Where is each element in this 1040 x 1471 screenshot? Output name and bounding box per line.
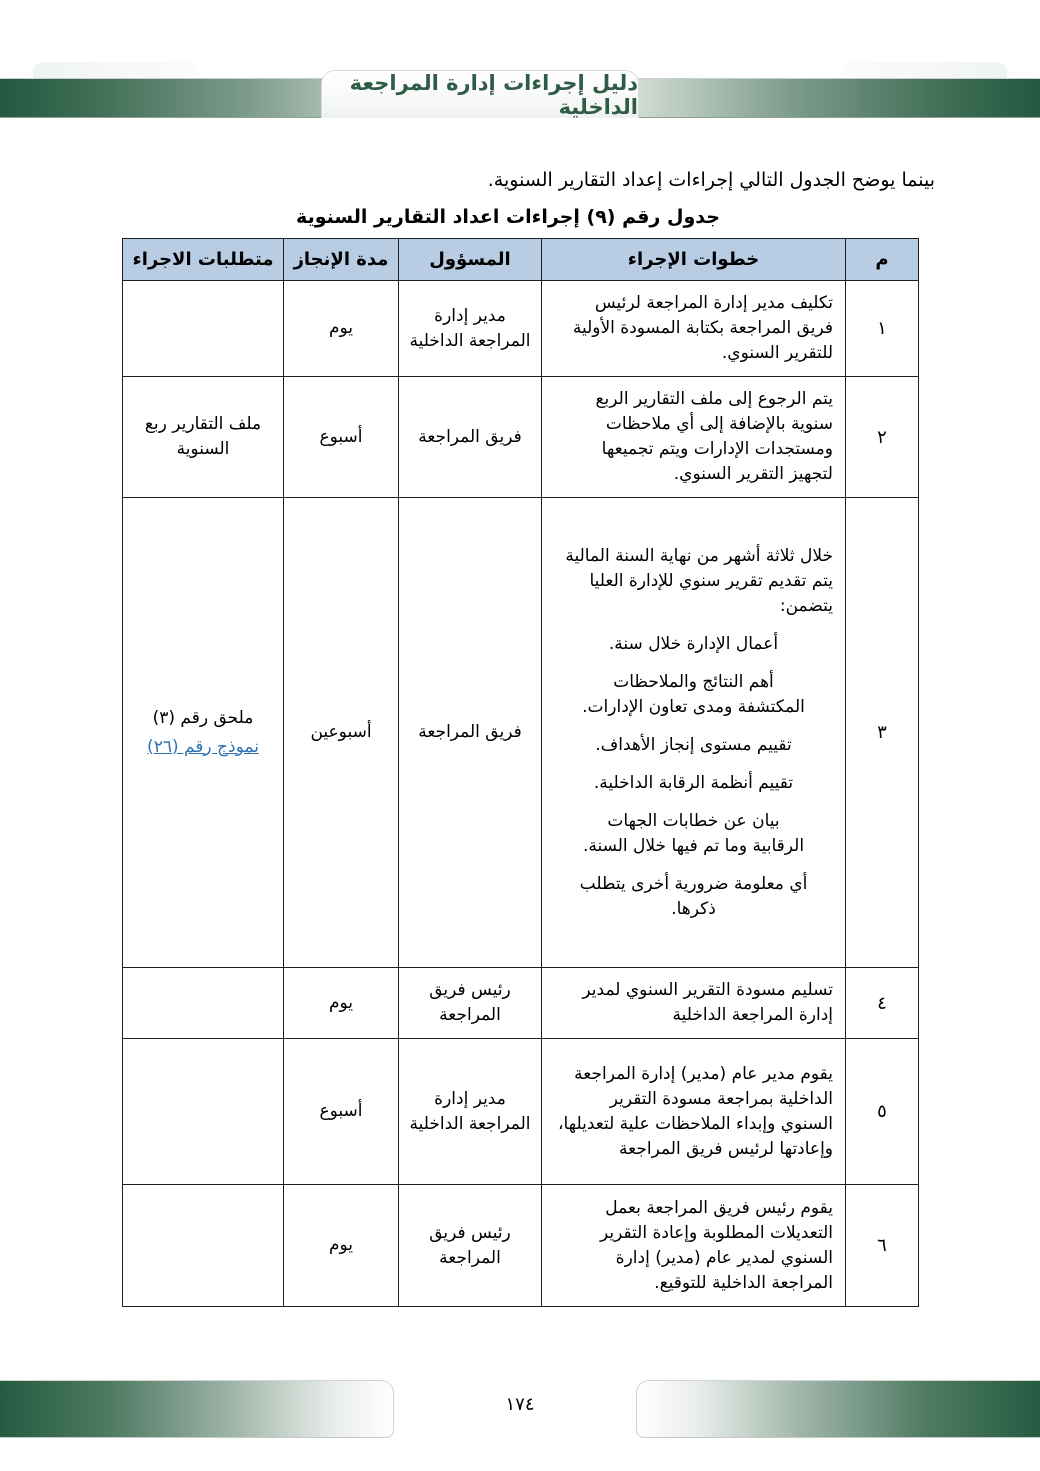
row-responsible: فريق المراجعة bbox=[399, 498, 542, 968]
steps-sub-item: تقييم مستوى إنجاز الأهداف. bbox=[595, 734, 792, 755]
row-requirements bbox=[123, 1185, 284, 1307]
row-responsible: مدير إدارة المراجعة الداخلية bbox=[399, 1039, 542, 1185]
row-duration: أسبوع bbox=[284, 1039, 399, 1185]
steps-sub-item: بيان عن خطابات الجهات الرقابية وما تم فيها خلال السنة. bbox=[582, 810, 805, 856]
row-duration: يوم bbox=[284, 968, 399, 1039]
row-number: ٤ bbox=[846, 968, 919, 1039]
row-duration: يوم bbox=[284, 1185, 399, 1307]
procedures-table bbox=[122, 238, 919, 1307]
steps-sub-item: أهم النتائج والملاحظات المكتشفة ومدى تعاون الإدارات. bbox=[582, 671, 805, 717]
table-row bbox=[123, 498, 919, 968]
row-requirements bbox=[123, 498, 284, 968]
row-steps: يتم الرجوع إلى ملف التقارير الربع سنوية بالإضافة إلى أي ملاحظات ومستجدات الإدارات ويتم تجميعها لتجهيز التقرير السنوي. bbox=[542, 377, 846, 498]
column-header-num: م bbox=[846, 239, 919, 281]
page-number: ١٧٤ bbox=[505, 1394, 535, 1415]
steps-sub-item: تقييم أنظمة الرقابة الداخلية. bbox=[593, 772, 794, 793]
table-row bbox=[123, 1185, 919, 1307]
row-responsible: مدير إدارة المراجعة الداخلية bbox=[399, 281, 542, 377]
column-header-responsible: المسؤول bbox=[399, 239, 542, 281]
steps-sub-item: أي معلومة ضرورية أخرى يتطلب ذكرها. bbox=[579, 873, 808, 919]
appendix-reference: ملحق رقم (٣) bbox=[152, 707, 254, 728]
steps-intro-text: خلال ثلاثة أشهر من نهاية السنة المالية يتم تقديم تقرير سنوي للإدارة العليا يتضمن: bbox=[565, 545, 833, 616]
column-header-duration: مدة الإنجاز bbox=[284, 239, 399, 281]
row-number: ٥ bbox=[846, 1039, 919, 1185]
row-requirements: ملف التقارير ربع السنوية bbox=[123, 377, 284, 498]
row-duration: أسبوع bbox=[284, 377, 399, 498]
row-steps bbox=[542, 498, 846, 968]
row-number: ٦ bbox=[846, 1185, 919, 1307]
header-title-tab bbox=[321, 70, 639, 118]
table-caption: جدول رقم (٩) إجراءات اعداد التقارير السنوية bbox=[296, 206, 720, 228]
table-header-row bbox=[123, 239, 919, 281]
row-steps: تكليف مدير إدارة المراجعة لرئيس فريق المراجعة بكتابة المسودة الأولية للتقرير السنوي. bbox=[542, 281, 846, 377]
row-steps: يقوم مدير عام (مدير) إدارة المراجعة الداخلية بمراجعة مسودة التقرير السنوي وإبداء الملاحظات علية لتعديلها، وإعادتها لرئيس فريق المراجعة bbox=[542, 1039, 846, 1185]
table-row bbox=[123, 281, 919, 377]
row-requirements bbox=[123, 281, 284, 377]
row-duration: أسبوعين bbox=[284, 498, 399, 968]
table-row bbox=[123, 377, 919, 498]
row-duration: يوم bbox=[284, 281, 399, 377]
form-26-link[interactable]: نموذج رقم (٢٦) bbox=[147, 736, 259, 757]
row-steps: تسليم مسودة التقرير السنوي لمدير إدارة المراجعة الداخلية bbox=[542, 968, 846, 1039]
steps-sub-item: أعمال الإدارة خلال سنة. bbox=[608, 633, 779, 654]
row-responsible: فريق المراجعة bbox=[399, 377, 542, 498]
intro-paragraph: بينما يوضح الجدول التالي إجراءات إعداد التقارير السنوية. bbox=[487, 169, 935, 191]
row-number: ٢ bbox=[846, 377, 919, 498]
row-responsible: رئيس فريق المراجعة bbox=[399, 1185, 542, 1307]
row-requirements bbox=[123, 1039, 284, 1185]
table-row bbox=[123, 968, 919, 1039]
header-decoration-right bbox=[842, 62, 1007, 79]
column-header-requirements: متطلبات الاجراء bbox=[123, 239, 284, 281]
row-number: ١ bbox=[846, 281, 919, 377]
row-number: ٣ bbox=[846, 498, 919, 968]
row-responsible: رئيس فريق المراجعة bbox=[399, 968, 542, 1039]
row-steps: يقوم رئيس فريق المراجعة بعمل التعديلات المطلوبة وإعادة التقرير السنوي لمدير عام (مدير) إدارة المراجعة الداخلية للتوقيع. bbox=[542, 1185, 846, 1307]
document-title: دليل إجراءات إدارة المراجعة الداخلية bbox=[349, 70, 638, 119]
row-requirements bbox=[123, 968, 284, 1039]
header-decoration-left bbox=[33, 62, 198, 79]
table-row bbox=[123, 1039, 919, 1185]
column-header-steps: خطوات الإجراء bbox=[542, 239, 846, 281]
